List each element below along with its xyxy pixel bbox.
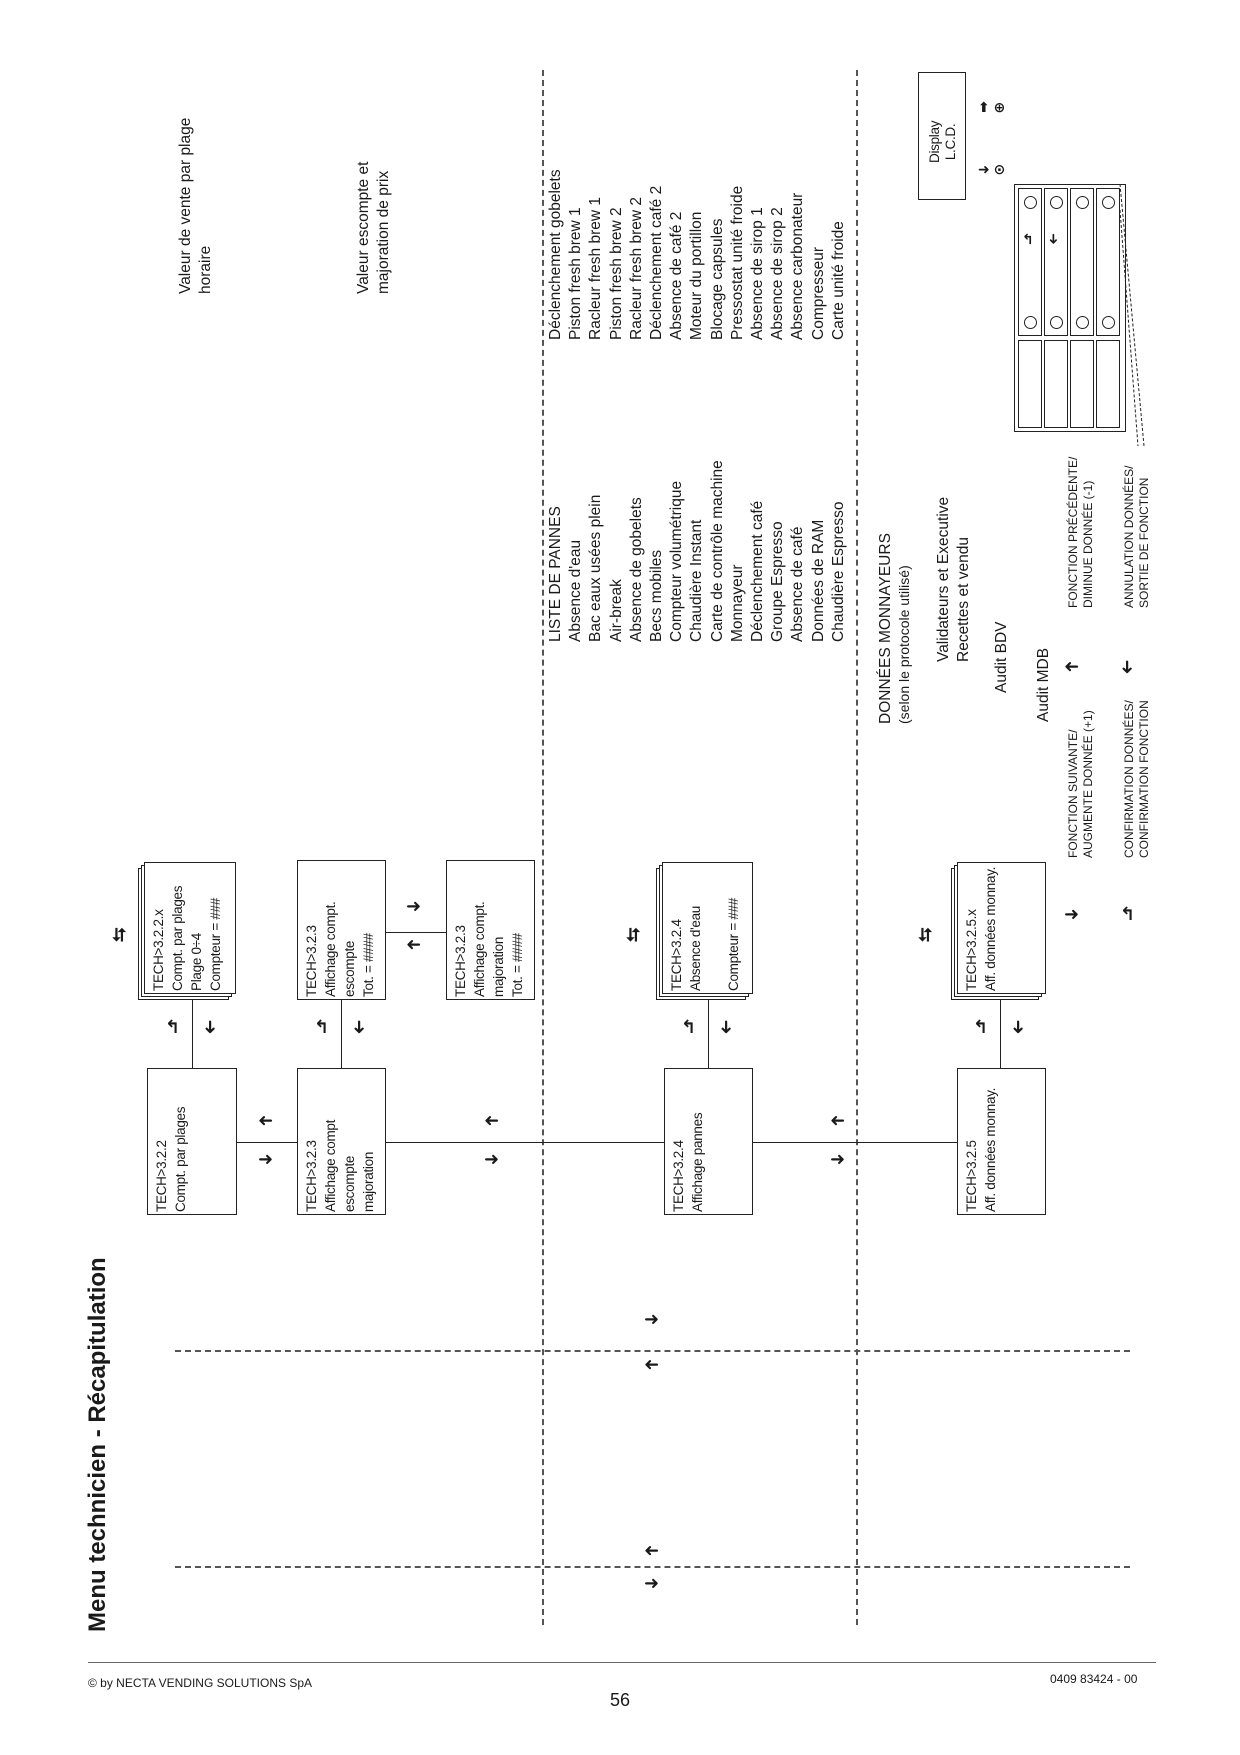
display-label-line: L.C.D. (943, 123, 958, 161)
keypad-button (1024, 196, 1037, 209)
arrow-confirm-icon: ➜ (644, 1573, 660, 1593)
box-line (705, 898, 724, 991)
arrow-prev-icon: ➜ (1008, 1019, 1029, 1035)
separator-1 (542, 70, 544, 1625)
panne-item: Compteur volumétrique (668, 480, 686, 642)
box-line: Affichage compt. (472, 901, 487, 997)
legend-line: CONFIRMATION DONNÉES/ (1122, 700, 1136, 858)
connector (708, 1000, 709, 1068)
arrow-prev-icon: ➜ (1117, 659, 1138, 675)
box-line: Affichage compt (323, 1119, 338, 1212)
box-line: Tot. = #### (361, 933, 376, 997)
menu-box-3-2-3-majoration (446, 860, 535, 1000)
menu-box-3-2-5-x (957, 862, 1046, 994)
audit-mdb: Audit MDB (1035, 647, 1052, 722)
page-number: 56 (610, 1690, 631, 1710)
arrow-confirm-icon: ➜ ⊙ (978, 161, 1006, 177)
arrow-cancel-icon: ↰ (165, 1017, 181, 1037)
box-line: Compteur = ### (726, 898, 741, 991)
arrow-confirm-icon: ➜ (644, 1309, 660, 1329)
box-line: Tot. = #### (510, 933, 525, 997)
arrow-prev-icon: ➜ (716, 1019, 737, 1035)
keypad-key (1044, 188, 1068, 336)
legend-line: FONCTION SUIVANTE/ (1066, 729, 1080, 858)
box-line: Aff. données monnay. (983, 866, 998, 991)
audit-bdv: Audit BDV (993, 621, 1010, 693)
arrow-next-icon: ➜ (1064, 657, 1080, 677)
display-label-line: Display (927, 120, 942, 163)
panne-item: Déclenchement café (749, 500, 767, 642)
box-line: TECH>3.2.4 (669, 919, 684, 991)
panne-item: Air-break (607, 579, 625, 642)
panne-item: Monnayeur (728, 564, 746, 642)
panne-item: Absence carbonateur (789, 192, 807, 340)
note-escompte (354, 162, 394, 294)
arrow-loop-icon: ⮃ (626, 925, 641, 945)
arrow-prev-icon: ➜ (1045, 233, 1062, 245)
box-line: Affichage pannes (690, 1112, 705, 1212)
note-line: Valeur escompte et (355, 161, 372, 294)
panne-item: Absence de sirop 1 (749, 207, 767, 340)
footer-copyright: © by NECTA VENDING SOLUTIONS SpA (88, 1676, 313, 1690)
legend-precedente (1066, 457, 1096, 608)
monnayeurs-title-line: DONNÉES MONNAYEURS (877, 533, 894, 724)
monnayeurs-title-line: (selon le protocole utilisé) (896, 565, 912, 724)
legend-line: CONFIRMATION FONCTION (1137, 700, 1151, 858)
arrow-confirm-icon: ➜ (1064, 904, 1080, 924)
keypad-button (1050, 196, 1063, 209)
arrow-confirm-icon: ➜ (484, 1149, 500, 1169)
monnayeurs-title (876, 533, 914, 724)
separator-4 (175, 1566, 1130, 1568)
legend-line: AUGMENTE DONNÉE (+1) (1081, 710, 1095, 858)
menu-box-3-2-2 (147, 1068, 237, 1215)
panne-item: Chaudière Instant (688, 519, 706, 642)
separator-2 (856, 70, 858, 1625)
arrow-confirm-icon: ➜ (830, 1149, 846, 1169)
box-line: TECH>3.2.3 (453, 925, 468, 997)
arrow-loop-icon: ⮃ (112, 925, 127, 945)
box-line: escompte (342, 940, 357, 997)
legend-line: FONCTION PRÉCÉDENTE/ (1066, 456, 1080, 608)
keypad-key (1018, 188, 1042, 336)
arrow-cancel-icon: ↰ (973, 1017, 989, 1037)
pannes-list-col1 (546, 460, 849, 642)
menu-box-3-2-4 (664, 1068, 753, 1215)
box-line: TECH>3.2.4 (671, 1140, 686, 1212)
legend-annulation (1122, 466, 1152, 608)
panne-item: Piston fresh brew 1 (567, 207, 585, 340)
menu-box-3-2-4-x (662, 862, 753, 994)
footer-docref: 0409 83424 - 00 (1050, 1672, 1138, 1686)
panne-item: Chaudière Espresso (829, 501, 847, 642)
keypad-button (1076, 196, 1089, 209)
panne-item: Carte de contrôle machine (708, 460, 726, 642)
keypad-key (1070, 188, 1094, 336)
panne-item: Déclenchement café 2 (648, 185, 666, 340)
panne-item: Absence d'eau (567, 539, 585, 642)
display-lcd (918, 72, 966, 200)
arrow-next-icon: ➜ (258, 1111, 274, 1131)
legend-line: SORTIE DE FONCTION (1137, 477, 1151, 608)
arrow-confirm-icon: ➜ (406, 896, 422, 916)
panne-item: Déclenchement gobelets (547, 169, 564, 340)
panne-item: Blocage capsules (708, 218, 726, 340)
footer-rule (88, 1662, 1156, 1663)
panne-item: Racleur fresh brew 1 (587, 196, 605, 340)
panne-item: Pressostat unité froide (728, 185, 746, 340)
arrow-confirm-icon: ➜ (258, 1149, 274, 1169)
panne-item: Absence de gobelets (627, 497, 645, 642)
box-line: TECH>3.2.3 (304, 1140, 319, 1212)
arrow-cancel-icon: ↰ (314, 1017, 330, 1037)
panne-item: Compresseur (809, 246, 827, 340)
menu-box-3-2-5 (957, 1068, 1046, 1215)
panne-item: Racleur fresh brew 2 (627, 196, 645, 340)
legend-line: ANNULATION DONNÉES/ (1122, 465, 1136, 608)
box-line: TECH>3.2.5 (964, 1140, 979, 1212)
panne-item: Bac eaux usées plein (587, 494, 605, 642)
connector (237, 1142, 297, 1143)
note-vente-plage (176, 118, 216, 294)
box-line: Absence d'eau (688, 906, 703, 991)
box-line: majoration (491, 936, 506, 997)
box-line: Compt. par plages (173, 1106, 188, 1212)
legend-suivante (1066, 710, 1096, 858)
arrow-next-icon: ➜ (484, 1111, 500, 1131)
arrow-next-icon: ➜ (644, 1355, 660, 1375)
arrow-next-icon: ➜ (644, 1541, 660, 1561)
connector (753, 1142, 957, 1143)
box-line: Aff. données monnay. (983, 1087, 998, 1212)
arrow-prev-icon: ➜ (349, 1019, 370, 1035)
keypad-callout-lines (1110, 180, 1150, 450)
pannes-list-title: LISTE DE PANNES (547, 506, 564, 642)
menu-box-3-2-3-escompte (297, 860, 386, 1000)
monnayeurs-item: Recettes et vendu (955, 537, 972, 662)
arrow-next-icon: ⬆ ⊕ (978, 99, 1006, 115)
arrow-next-icon: ➜ (406, 935, 422, 955)
legend-line: DIMINUE DONNÉE (-1) (1081, 480, 1095, 608)
note-line: Valeur de vente par plage (177, 117, 194, 294)
box-line: majoration (361, 1151, 376, 1212)
arrow-loop-icon: ⮃ (918, 925, 933, 945)
keypad-button (1024, 316, 1037, 329)
menu-box-3-2-3 (297, 1068, 386, 1215)
panne-item: Absence de café 2 (668, 211, 686, 340)
keypad-key (1070, 340, 1094, 428)
connector (386, 932, 446, 933)
box-line: Compteur = ### (208, 898, 223, 991)
panne-item: Moteur du portillon (688, 211, 706, 340)
panne-item: Absence de café (789, 526, 807, 642)
box-line: escompte (342, 1155, 357, 1212)
panne-item: Piston fresh brew 2 (607, 207, 625, 340)
legend-confirmation (1122, 700, 1152, 858)
note-line: majoration de prix (375, 170, 392, 294)
panne-item: Groupe Espresso (769, 521, 787, 642)
panne-item: Absence de sirop 2 (769, 207, 787, 340)
box-line: Plage 0÷4 (189, 932, 204, 991)
connector (386, 1142, 664, 1143)
arrow-next-icon: ➜ (830, 1111, 846, 1131)
keypad-button (1050, 316, 1063, 329)
box-line: TECH>3.2.2 (154, 1140, 169, 1212)
monnayeurs-item: Validateurs et Executive (935, 496, 952, 662)
pannes-list-col2 (546, 169, 849, 340)
panne-item: Becs mobiles (648, 549, 666, 642)
panne-item: Carte unité froide (829, 221, 847, 340)
box-line: Affichage compt. (323, 901, 338, 997)
arrow-prev-icon: ➜ (200, 1019, 221, 1035)
panne-item: Données de RAM (809, 519, 827, 642)
connector (192, 1000, 193, 1068)
arrow-cancel-icon: ↰ (1022, 231, 1034, 247)
connector (341, 1000, 342, 1068)
separator-3 (175, 1350, 1130, 1352)
arrow-cancel-icon: ↰ (1120, 904, 1136, 924)
menu-box-3-2-2-x (144, 862, 236, 994)
box-line: TECH>3.2.3 (304, 925, 319, 997)
page-title: Menu technicien - Récapitulation (84, 1257, 111, 1632)
keypad-key (1044, 340, 1068, 428)
monnayeurs-items (934, 497, 974, 662)
arrow-cancel-icon: ↰ (681, 1017, 697, 1037)
box-line: TECH>3.2.2.x (151, 909, 166, 991)
keypad-button (1076, 316, 1089, 329)
connector (1000, 1000, 1001, 1068)
box-line: TECH>3.2.5.x (964, 909, 979, 991)
keypad-key (1018, 340, 1042, 428)
note-line: horaire (197, 245, 214, 294)
box-line: Compt. par plages (170, 885, 185, 991)
